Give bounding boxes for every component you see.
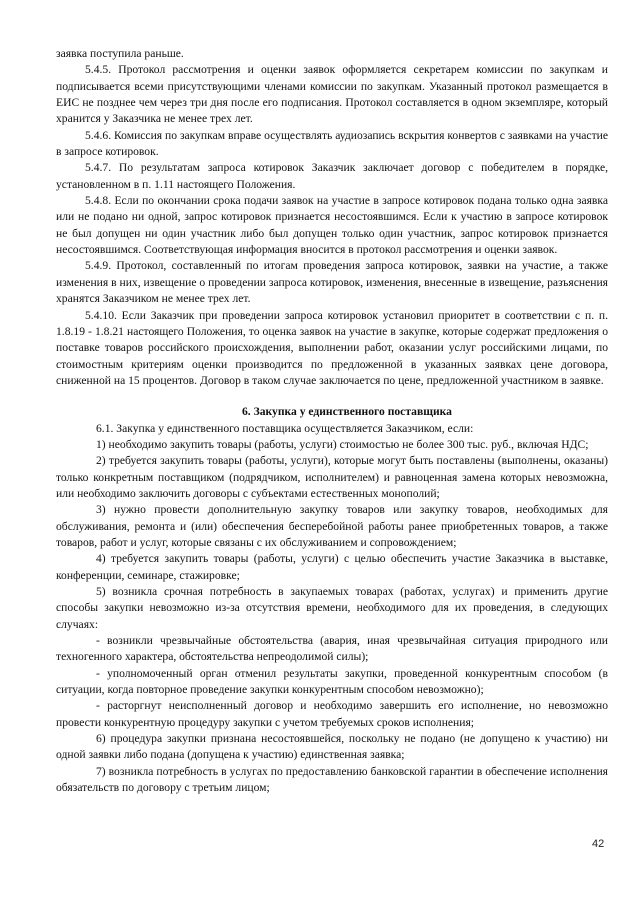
paragraph-5-4-6: 5.4.6. Комиссия по закупкам вправе осуществлять аудиозапись вскрытия конвертов с заявками на участие в запросе котировок. bbox=[56, 128, 608, 159]
paragraph-5-4-7: 5.4.7. По результатам запроса котировок Заказчик заключает договор с победителем в порядке, установленном в п. 1.11 настоящего Положения. bbox=[56, 161, 608, 191]
sub-item-terminated-contract: - расторгнут неисполненный договор и необходимо завершить его исполнение, но невозможно провести конкурентную процедуру закупки с учетом требуемых сроков исполнения; bbox=[56, 699, 608, 729]
list-item-2: 2) требуется закупить товары (работы, услуги), которые могут быть поставлены (выполнены, оказаны) только конкретным поставщиком (подрядчиком, исполнителем) и равноценная замена которых невозможна, или необходимо заключить договоры с субъектами естественных монополий; bbox=[56, 454, 608, 500]
sub-item-cancelled-results: - уполномоченный орган отменил результаты закупки, проведенной конкурентным способом (в ситуации, когда повторное проведение закупки конкурентным способом невозможно); bbox=[56, 666, 608, 697]
list-item-5: 5) возникла срочная потребность в закупаемых товарах (работах, услугах) и применить другие способы закупки невозможно из-за отсутствия времени, необходимого для их проведения, в следующих случаях: bbox=[56, 585, 608, 631]
sub-item-emergency: - возникли чрезвычайные обстоятельства (авария, иная чрезвычайная ситуация природного или техногенного характера, обстоятельства непреодолимой силы); bbox=[56, 634, 608, 664]
list-item-4: 4) требуется закупить товары (работы, услуги) с целью обеспечить участие Заказчика в выставке, конференции, семинаре, стажировке; bbox=[56, 552, 608, 582]
paragraph-5-4-9: 5.4.9. Протокол, составленный по итогам проведения запроса котировок, заявки на участие, а также изменения в них, извещение о проведении запроса котировок, изменения, внесенные в извещение, разъяснения хранятся Заказчиком не менее трех лет. bbox=[56, 259, 608, 306]
paragraph-continuation: заявка поступила раньше. bbox=[56, 47, 184, 60]
paragraph-6-1: 6.1. Закупка у единственного поставщика осуществляется Заказчиком, если: bbox=[96, 421, 474, 435]
paragraph-5-4-10: 5.4.10. Если Заказчик при проведении запроса котировок установил приоритет в соответствии с п. п. 1.8.19 - 1.8.21 настоящего Положения, то оценка заявок на участие в закупке, которые содержат предложения о поставке товаров российского происхождения, выполнении работ, оказании услуг российскими лицами, по стоимостным критериям оценки производится по предложенной в указанных заявках цене договора, сниженной на 15 процентов. Договор в таком случае заключается по цене, предложенной участником в заявке. bbox=[56, 308, 608, 387]
page-number: 42 bbox=[592, 838, 605, 850]
list-item-1: 1) необходимо закупить товары (работы, услуги) стоимостью не более 300 тыс. руб., включая НДС; bbox=[96, 437, 589, 451]
document-page bbox=[56, 46, 608, 796]
list-item-6: 6) процедура закупки признана несостоявшейся, поскольку не подано (не допущено к участию) ни одной заявки либо подана (допущена к участию) единственная заявка; bbox=[56, 732, 608, 762]
list-item-7: 7) возникла потребность в услугах по предоставлению банковской гарантии в обеспечение исполнения обязательств по договору с третьим лицом; bbox=[56, 764, 608, 795]
paragraph-5-4-8: 5.4.8. Если по окончании срока подачи заявок на участие в запросе котировок подана только одна заявка или не подано ни одной, запрос котировок признается несостоявшимся. Если к участию в запросе котировок не был допущен ни один участник либо был допущен только один участник, запрос котировок признается несостоявшимся. Соответствующая информация вносится в протокол рассмотрения и оценки заявок. bbox=[56, 194, 608, 257]
list-item-3: 3) нужно провести дополнительную закупку товаров или закупку товаров, необходимых для обслуживания, ремонта и (или) обеспечения бесперебойной работы ранее приобретенных товаров, а также товаров, работ и услуг, которые связаны с их обслуживанием и сопровождением; bbox=[56, 503, 608, 549]
paragraph-5-4-5: 5.4.5. Протокол рассмотрения и оценки заявок оформляется секретарем комиссии по закупкам и подписывается всеми присутствующими членами комиссии по закупкам. Указанный протокол размещается в ЕИС не позднее чем через три дня после его подписания. Протокол составляется в одном экземпляре, который хранится у Заказчика не менее трех лет. bbox=[56, 63, 608, 126]
section-heading: 6. Закупка у единственного поставщика bbox=[242, 405, 452, 419]
